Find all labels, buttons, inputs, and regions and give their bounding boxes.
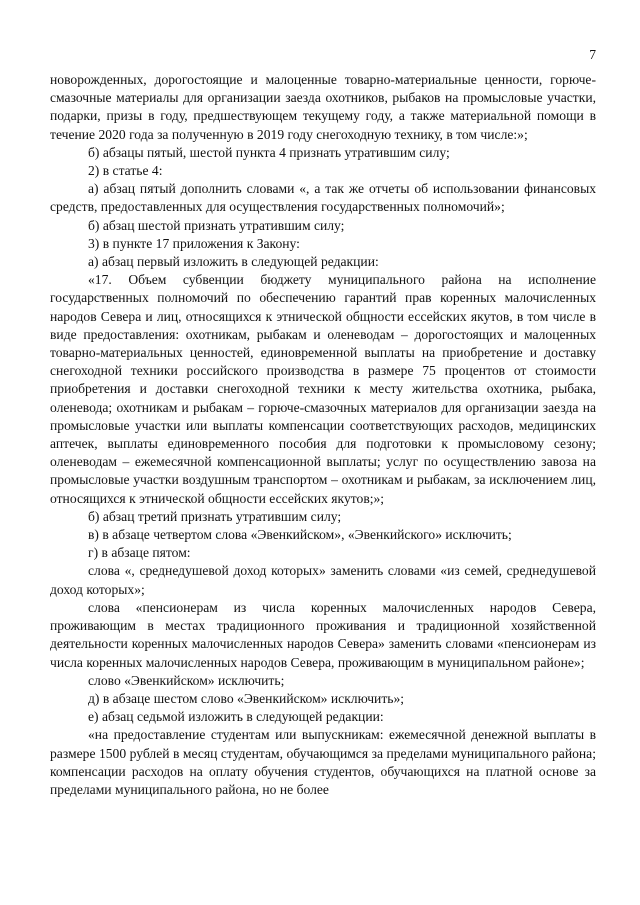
paragraph: б) абзац третий признать утратившим силу; (88, 508, 342, 524)
paragraph: а) абзац пятый дополнить словами «, а так же отчеты об использовании финансовых средств, предоставленных для осуществления государственных полномочий»; (50, 181, 596, 215)
paragraph: слова «, среднедушевой доход которых» заменить словами «из семей, среднедушевой доход которых»; (50, 563, 596, 597)
paragraph: д) в абзаце шестом слово «Эвенкийском» исключить»; (88, 690, 405, 706)
paragraph: «17. Объем субвенции бюджету муниципального района на исполнение государственных полномочий по обеспечению гарантий прав коренных малочисленных народов Севера и лиц, относящихся к этнической общности ессейских якутов, в том числе в виде предоставления: охотникам, рыбакам и оленеводам – дорогостоящих и малоценных товарно-материальных ценностей, единовременной выплаты на приобретение и доставку снегоходной техники российского производства в размере 75 процентов от стоимости приобретения и доставки снегоходной техники к месту жительства охотника, рыбака, оленевода; охотникам и рыбакам – горюче-смазочных материалов для организации заезда на промысловые участки или выплаты компенсации соответствующих расходов, медицинских аптечек, выплаты единовременного пособия для подготовки к промысловому сезону; оленеводам – ежемесячной компенсационной выплаты; услуг по осуществлению завоза на промысловые участки воздушным транспортом – охотникам и рыбакам, за исключением лиц, относящихся к этнической общности ессейских якутов;»; (50, 272, 596, 506)
paragraph: г) в абзаце пятом: (88, 545, 191, 561)
paragraph: слова «пенсионерам из числа коренных малочисленных народов Севера, проживающим в местах традиционного проживания и традиционной хозяйственной деятельности коренных малочисленных народов Севера» заменить словами «пенсионерам из числа коренных малочисленных народов Севера, проживающим в муниципальном районе»; (50, 599, 596, 670)
page-number: 7 (589, 47, 596, 62)
paragraph: е) абзац седьмой изложить в следующей редакции: (88, 709, 384, 725)
paragraph: новорожденных, дорогостоящие и малоценные товарно-материальные ценности, горюче-смазочные материалы для организации заезда охотников, рыбаков на промысловые участки, подарки, призы в году, предшествующем текущему году, а также материальной помощи в течение 2020 года за полученную в 2019 году снегоходную технику, в том числе:»; (50, 72, 596, 142)
paragraph: в) в абзаце четвертом слова «Эвенкийском», «Эвенкийского» исключить; (88, 527, 512, 543)
paragraph: 3) в пункте 17 приложения к Закону: (88, 235, 300, 251)
paragraph: а) абзац первый изложить в следующей редакции: (88, 254, 379, 270)
paragraph: 2) в статье 4: (88, 163, 163, 179)
paragraph: слово «Эвенкийском» исключить; (88, 672, 285, 688)
paragraph: б) абзац шестой признать утратившим силу; (88, 217, 345, 233)
paragraph: б) абзацы пятый, шестой пункта 4 признать утратившим силу; (88, 144, 450, 160)
paragraph: «на предоставление студентам или выпускникам: ежемесячной денежной выплаты в размере 1500 рублей в месяц студентам, обучающимся за пределами муниципального района; компенсации расходов на оплату обучения студентов, обучающихся на платной основе за пределами муниципального района, но не более (50, 727, 596, 797)
document-body (50, 71, 596, 799)
